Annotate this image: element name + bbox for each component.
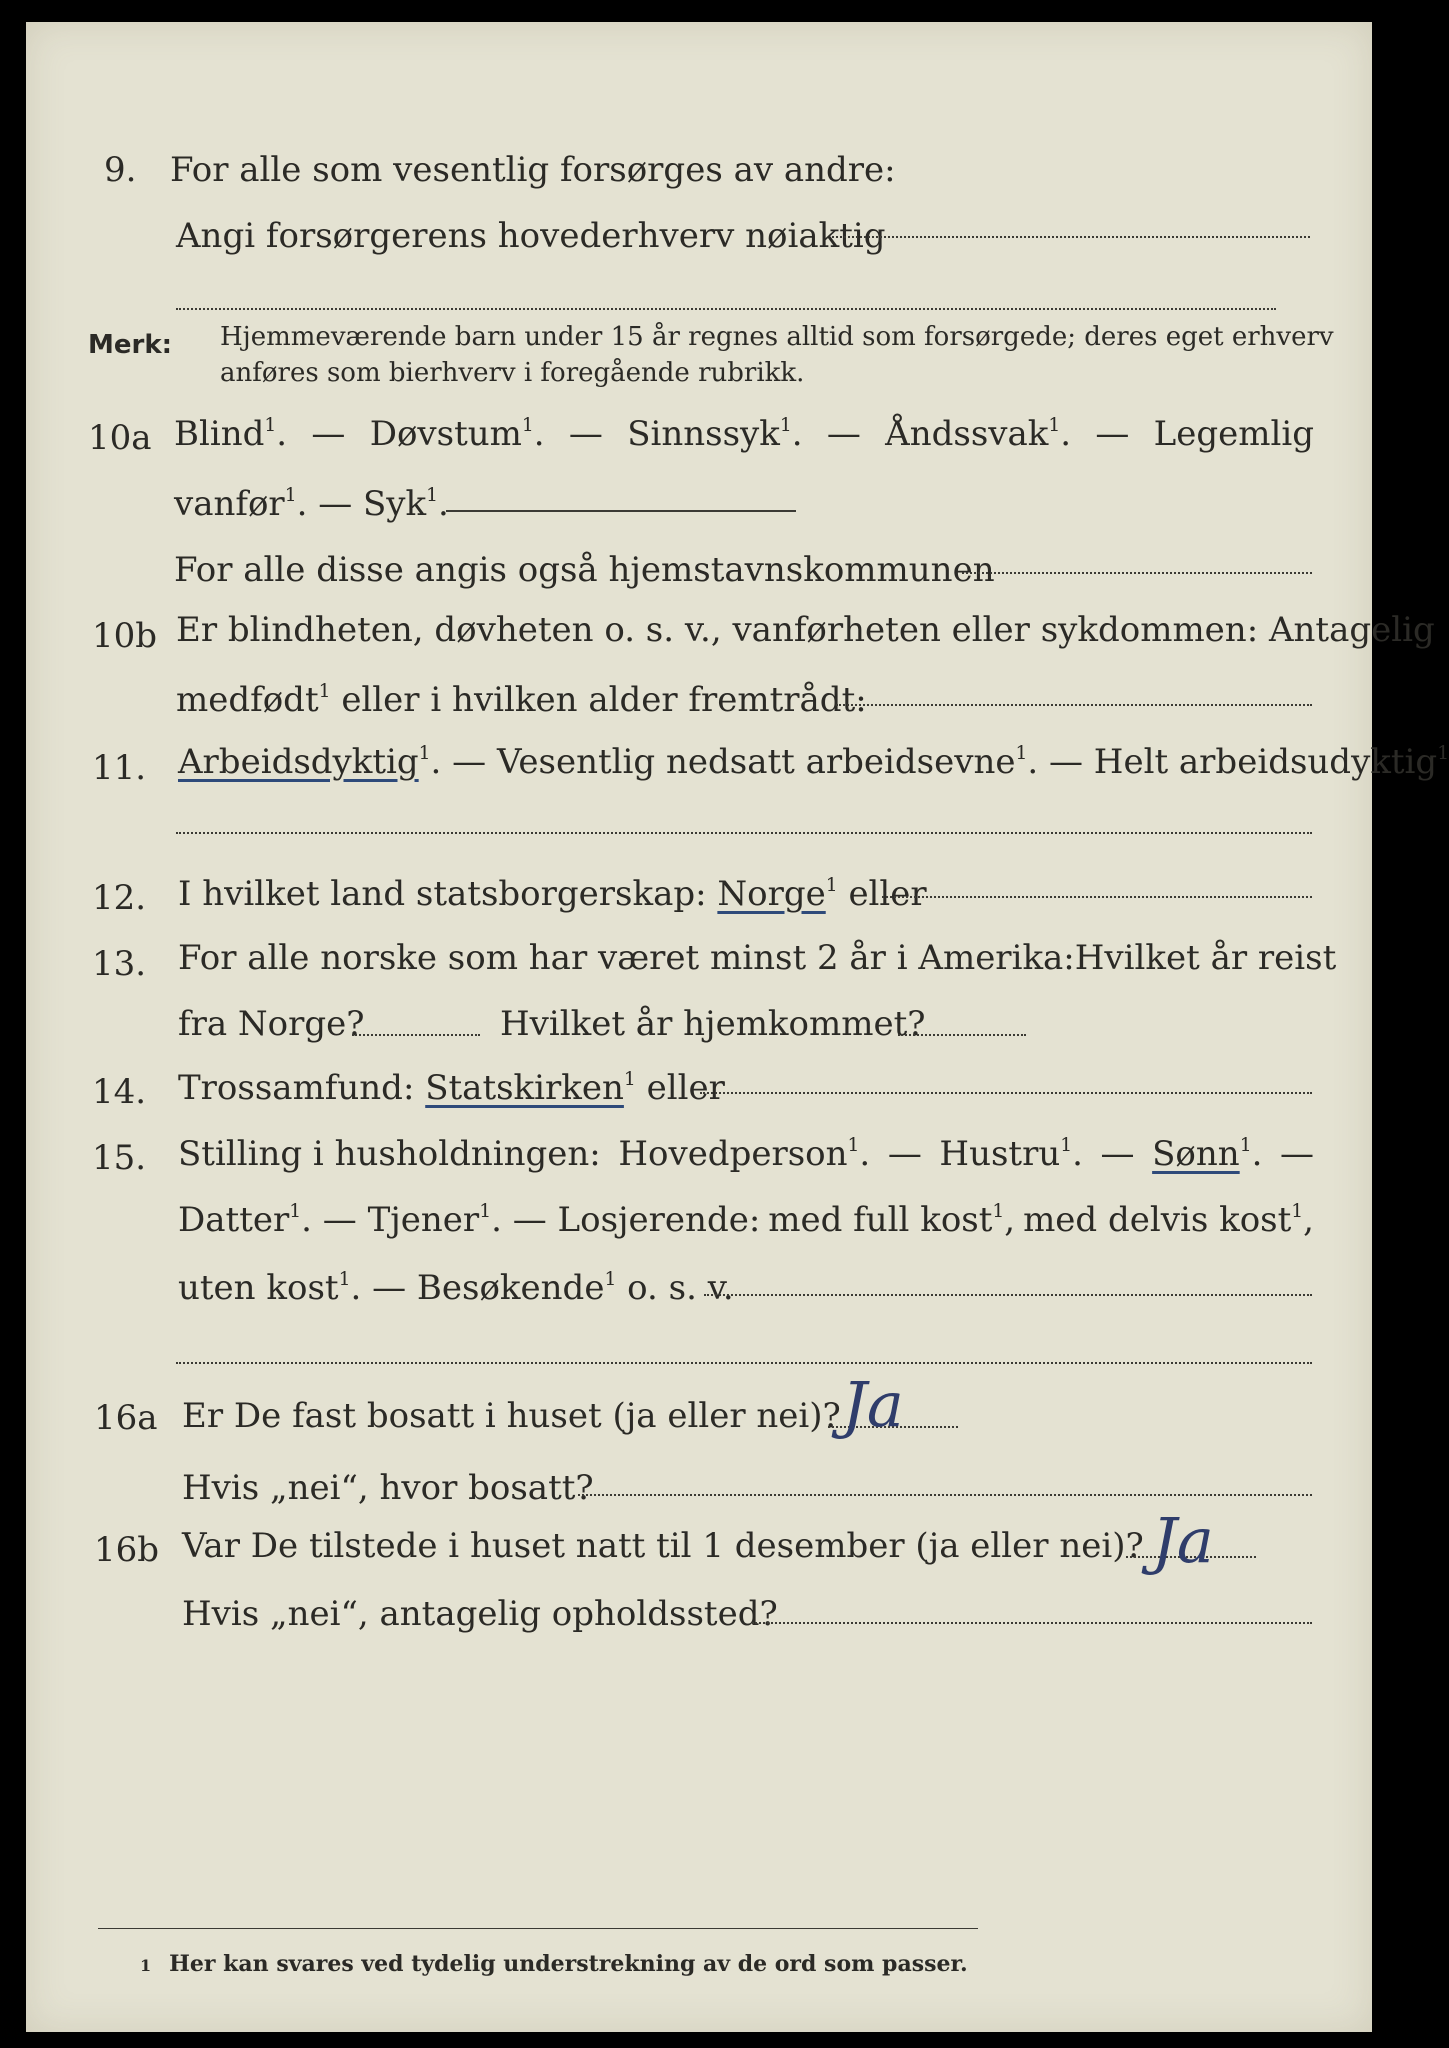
opt-legemlig: Legemlig — [1153, 414, 1314, 454]
item-16a-number: 16a — [94, 1398, 158, 1438]
item-15-answer-line — [704, 1294, 1312, 1296]
item-11-line1: Arbeidsdyktig$^1$. — Vesentlig nedsatt arbeidsevne$^1$. — Helt arbeidsudyktig$^1$ — [178, 742, 1449, 782]
item-11-number: 11. — [92, 748, 147, 788]
item-13-fra-norge: fra Norge? — [178, 1004, 365, 1044]
item-10b-number: 10b — [92, 616, 158, 656]
opt-hustru: Hustru$^1$. — [939, 1134, 1083, 1174]
item-10a-answer-line — [446, 510, 796, 512]
item-16b-line2: Hvis „nei“, antagelig opholdssted? — [182, 1594, 778, 1634]
opt-statskirken: Statskirken — [425, 1068, 624, 1108]
item-10b-answer-line — [836, 704, 1312, 706]
item-15-line1: Stilling i husholdningen: Hovedperson$^1$. — Hustru$^1$. — Sønn$^1$. — — [178, 1134, 1314, 1174]
item-12-number: 12. — [92, 878, 147, 918]
dash: — — [311, 414, 346, 454]
opt-arbeidsdyktig: Arbeidsdyktig — [178, 742, 419, 782]
dash: — — [1095, 414, 1130, 454]
item-9-answer-line — [832, 236, 1310, 238]
item-16b-number: 16b — [94, 1530, 160, 1570]
opt-dovstum: Døvstum$^1$. — [369, 414, 545, 454]
item-9-number: 9. — [104, 150, 137, 190]
item-9-line2: Angi forsørgerens hovederhverv nøiaktig — [176, 216, 886, 256]
item-15-line3: uten kost$^1$. — Besøkende$^1$ o. s. v. — [178, 1268, 734, 1308]
dash: — — [568, 414, 603, 454]
item-13-number: 13. — [92, 944, 147, 984]
item-10b-line1: Er blindheten, døvheten o. s. v., vanførheten eller sykdommen: Antagelig — [176, 610, 1435, 650]
item-10a-line2: vanfør$^1$. — Syk$^1$. — [174, 484, 449, 524]
footnote-text: 1 Her kan svares ved tydelig understrekning av de ord som passer. — [140, 1951, 968, 1977]
item-16a-handwritten-answer: Ja — [842, 1368, 904, 1441]
item-13-answer-line-1 — [352, 1034, 480, 1036]
merk-label: Merk: — [88, 330, 173, 360]
opt-blind: Blind$^1$. — [174, 414, 288, 454]
item-9-answer-line-2 — [176, 308, 1276, 310]
merk-line1: Hjemmeværende barn under 15 år regnes alltid som forsørgede; deres eget erhverv — [220, 322, 1334, 352]
merk-line2: anføres som bierhverv i foregående rubrikk. — [220, 358, 805, 388]
item-10a-line1 — [174, 414, 1314, 454]
item-14-number: 14. — [92, 1072, 147, 1112]
item-12-answer-line — [882, 896, 1312, 898]
item-10b-line2: medfødt$^1$ eller i hvilken alder fremtrådt: — [176, 680, 867, 720]
opt-norge: Norge — [717, 874, 826, 914]
opt-sinnssyk: Sinnssyk$^1$. — [627, 414, 803, 454]
item-16b-handwritten-answer: Ja — [1152, 1504, 1214, 1577]
item-13-line1: For alle norske som har været minst 2 år i Amerika: Hvilket år reist — [178, 938, 1337, 978]
opt-sonn: Sønn$^1$. — [1152, 1134, 1263, 1174]
item-10a-line3: For alle disse angis også hjemstavnskommunen — [174, 550, 995, 590]
item-16a-line2: Hvis „nei“, hvor bosatt? — [182, 1468, 594, 1508]
item-15-answer-line-2 — [176, 1362, 1312, 1364]
item-15-number: 15. — [92, 1138, 147, 1178]
opt-andssvak: Åndssvak$^1$. — [885, 414, 1072, 454]
opt-hovedperson: Hovedperson$^1$. — [618, 1134, 871, 1174]
item-16a-line1: Er De fast bosatt i huset (ja eller nei)? — [182, 1396, 841, 1436]
item-16b-line1: Var De tilstede i huset natt til 1 desember (ja eller nei)? — [182, 1526, 1144, 1566]
item-14-line1: Trossamfund: Statskirken$^1$ eller — [178, 1068, 725, 1108]
item-9-line1: For alle som vesentlig forsørges av andre: — [170, 150, 896, 190]
dash: — — [826, 414, 861, 454]
item-10a-number: 10a — [88, 418, 152, 458]
item-16a-answer-line-2 — [578, 1494, 1312, 1496]
item-10a-answer-line-2 — [962, 572, 1312, 574]
item-13-hjemkommet: Hvilket år hjemkommet? — [500, 1004, 926, 1044]
item-12-line1: I hvilket land statsborgerskap: Norge$^1$ eller — [178, 874, 927, 914]
item-14-answer-line — [700, 1092, 1312, 1094]
item-16b-answer-line-2 — [752, 1622, 1312, 1624]
item-13-answer-line-2 — [898, 1034, 1026, 1036]
footnote-rule — [98, 1928, 978, 1929]
item-11-answer-line — [176, 832, 1312, 834]
item-15-line2: Datter$^1$. — Tjener$^1$. — Losjerende: med full kost$^1$, med delvis kost$^1$, — [178, 1200, 1314, 1240]
